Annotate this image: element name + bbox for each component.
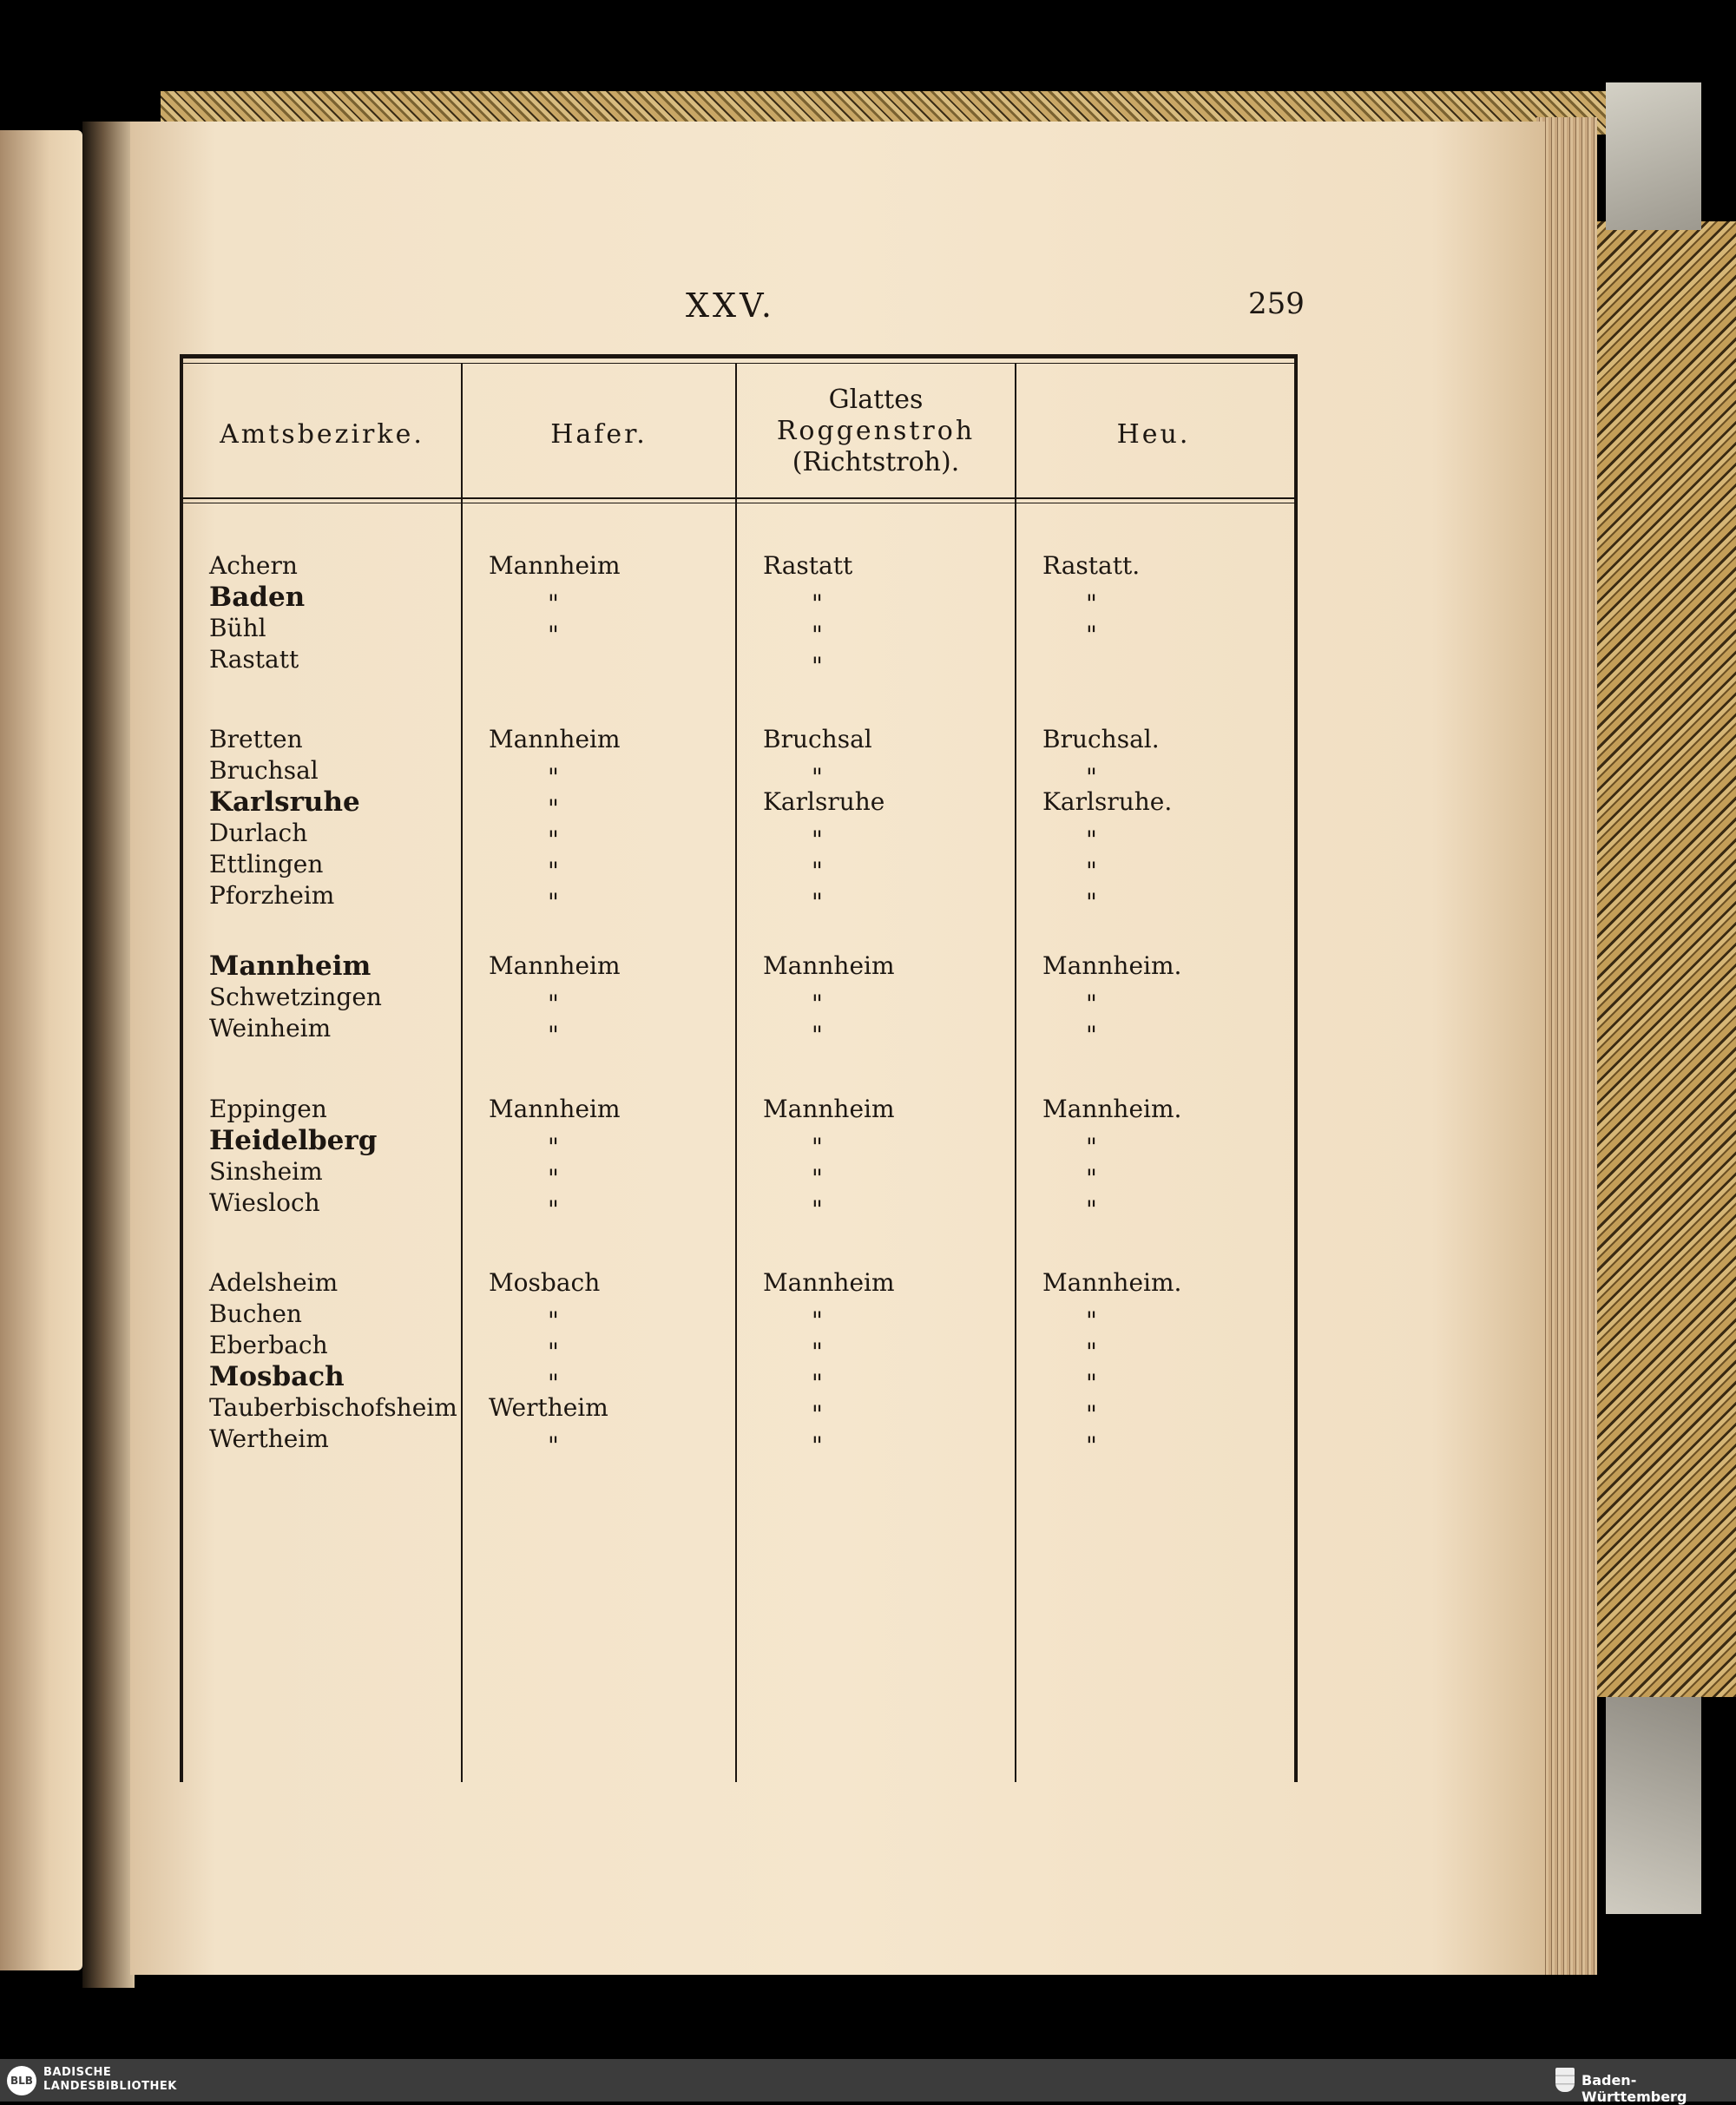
ditto-mark: " (1086, 1133, 1097, 1161)
header-roggenstroh-line3: (Richtstroh). (792, 447, 960, 477)
district-name: Bruchsal (209, 756, 319, 785)
ditto-mark: " (812, 1021, 823, 1049)
ditto-mark: " (812, 763, 823, 792)
column-divider (1015, 363, 1016, 1782)
district-name: Rastatt (209, 645, 299, 674)
ditto-mark: " (548, 621, 559, 649)
page-header: XXV. (686, 286, 775, 325)
hafer-cell: Mosbach (489, 1268, 601, 1297)
ditto-mark: " (1086, 621, 1097, 649)
roggenstroh-cell: Mannheim (763, 1095, 895, 1123)
header-roggenstroh (737, 385, 1015, 478)
ditto-mark: " (1086, 763, 1097, 792)
hafer-cell: Mannheim (489, 725, 621, 753)
header-roggenstroh-line2: Roggenstroh (776, 416, 976, 446)
cover-corner-bottom (1606, 1697, 1701, 1914)
ditto-mark: " (812, 1431, 823, 1460)
ditto-mark: " (548, 1133, 559, 1161)
column-divider (461, 363, 463, 1782)
ditto-mark: " (1086, 1400, 1097, 1429)
district-name: Eberbach (209, 1331, 328, 1359)
page-edge-stack (1536, 117, 1597, 1975)
district-name: Weinheim (209, 1014, 332, 1043)
library-name[interactable] (43, 2066, 177, 2094)
roggenstroh-cell: Mannheim (763, 951, 895, 980)
district-name: Karlsruhe (209, 786, 360, 818)
ditto-mark: " (812, 1306, 823, 1335)
ditto-mark: " (812, 652, 823, 681)
header-roggenstroh-line1: Glattes (828, 385, 924, 415)
ditto-mark: " (548, 794, 559, 823)
roggenstroh-cell: Mannheim (763, 1268, 895, 1297)
ditto-mark: " (548, 1369, 559, 1398)
ditto-mark: " (812, 1400, 823, 1429)
ditto-mark: " (548, 1338, 559, 1366)
header-hafer: Hafer. (550, 419, 648, 450)
hafer-cell: Wertheim (489, 1393, 608, 1422)
district-name: Wertheim (209, 1424, 329, 1453)
ditto-mark: " (1086, 1431, 1097, 1460)
ditto-mark: " (812, 990, 823, 1018)
header-rule (183, 497, 1294, 499)
ditto-mark: " (812, 888, 823, 917)
district-name: Wiesloch (209, 1188, 320, 1217)
district-name: Pforzheim (209, 881, 335, 910)
district-supply-table (180, 354, 1298, 1782)
library-name-line1: BADISCHE (43, 2066, 112, 2079)
marbled-cover-right (1593, 221, 1736, 1697)
ditto-mark: " (548, 857, 559, 885)
ditto-mark: " (548, 1195, 559, 1224)
hafer-cell: Mannheim (489, 951, 621, 980)
ditto-mark: " (548, 1431, 559, 1460)
cover-corner-top (1606, 82, 1701, 230)
heu-cell: Mannheim. (1042, 1095, 1182, 1123)
column-divider (735, 363, 737, 1782)
ditto-mark: " (812, 1133, 823, 1161)
ditto-mark: " (1086, 888, 1097, 917)
district-name: Baden (209, 582, 306, 613)
ditto-mark: " (812, 589, 823, 618)
ditto-mark: " (548, 1021, 559, 1049)
ditto-mark: " (812, 1369, 823, 1398)
left-page-edge (0, 130, 82, 1970)
ditto-mark: " (1086, 1369, 1097, 1398)
ditto-mark: " (548, 990, 559, 1018)
coat-of-arms-icon (1555, 2068, 1575, 2092)
heu-cell: Rastatt. (1042, 551, 1141, 580)
ditto-mark: " (1086, 1164, 1097, 1193)
ditto-mark: " (548, 1306, 559, 1335)
district-name: Durlach (209, 819, 308, 847)
hafer-cell: Mannheim (489, 551, 621, 580)
ditto-mark: " (812, 857, 823, 885)
roggenstroh-cell: Bruchsal (763, 725, 872, 753)
ditto-mark: " (1086, 857, 1097, 885)
district-name: Sinsheim (209, 1157, 323, 1186)
district-name: Ettlingen (209, 850, 324, 878)
ditto-mark: " (548, 1164, 559, 1193)
state-name[interactable]: Baden-Württemberg (1581, 2072, 1687, 2105)
page-number: 259 (1248, 286, 1305, 321)
district-name: Buchen (209, 1299, 302, 1328)
heu-cell: Bruchsal. (1042, 725, 1160, 753)
ditto-mark: " (1086, 1195, 1097, 1224)
district-name: Tauberbischofsheim (209, 1393, 457, 1422)
header-heu: Heu. (1116, 419, 1191, 450)
roggenstroh-cell: Karlsruhe (763, 787, 885, 816)
library-name-line2: LANDESBIBLIOTHEK (43, 2080, 177, 2093)
ditto-mark: " (812, 1195, 823, 1224)
ditto-mark: " (548, 589, 559, 618)
book-spine-shadow (82, 122, 135, 1988)
header-amtsbezirke: Amtsbezirke. (220, 419, 424, 450)
ditto-mark: " (1086, 589, 1097, 618)
ditto-mark: " (548, 888, 559, 917)
district-name: Schwetzingen (209, 983, 382, 1011)
ditto-mark: " (1086, 826, 1097, 854)
district-name: Bühl (209, 614, 266, 642)
heu-cell: Karlsruhe. (1042, 787, 1173, 816)
roggenstroh-cell: Rastatt (763, 551, 853, 580)
ditto-mark: " (1086, 1338, 1097, 1366)
heu-cell: Mannheim. (1042, 951, 1182, 980)
ditto-mark: " (1086, 990, 1097, 1018)
district-name: Heidelberg (209, 1125, 378, 1156)
ditto-mark: " (812, 1164, 823, 1193)
heu-cell: Mannheim. (1042, 1268, 1182, 1297)
hafer-cell: Mannheim (489, 1095, 621, 1123)
ditto-mark: " (1086, 1021, 1097, 1049)
district-name: Achern (209, 551, 298, 580)
blb-logo-icon[interactable]: BLB (7, 2066, 36, 2095)
district-name: Adelsheim (209, 1268, 339, 1297)
district-name: Mosbach (209, 1361, 345, 1392)
ditto-mark: " (812, 1338, 823, 1366)
ditto-mark: " (812, 826, 823, 854)
district-name: Bretten (209, 725, 303, 753)
footer-bar (0, 2059, 1736, 2105)
ditto-mark: " (548, 826, 559, 854)
district-name: Mannheim (209, 951, 372, 982)
ditto-mark: " (812, 621, 823, 649)
ditto-mark: " (548, 763, 559, 792)
district-name: Eppingen (209, 1095, 327, 1123)
ditto-mark: " (1086, 1306, 1097, 1335)
